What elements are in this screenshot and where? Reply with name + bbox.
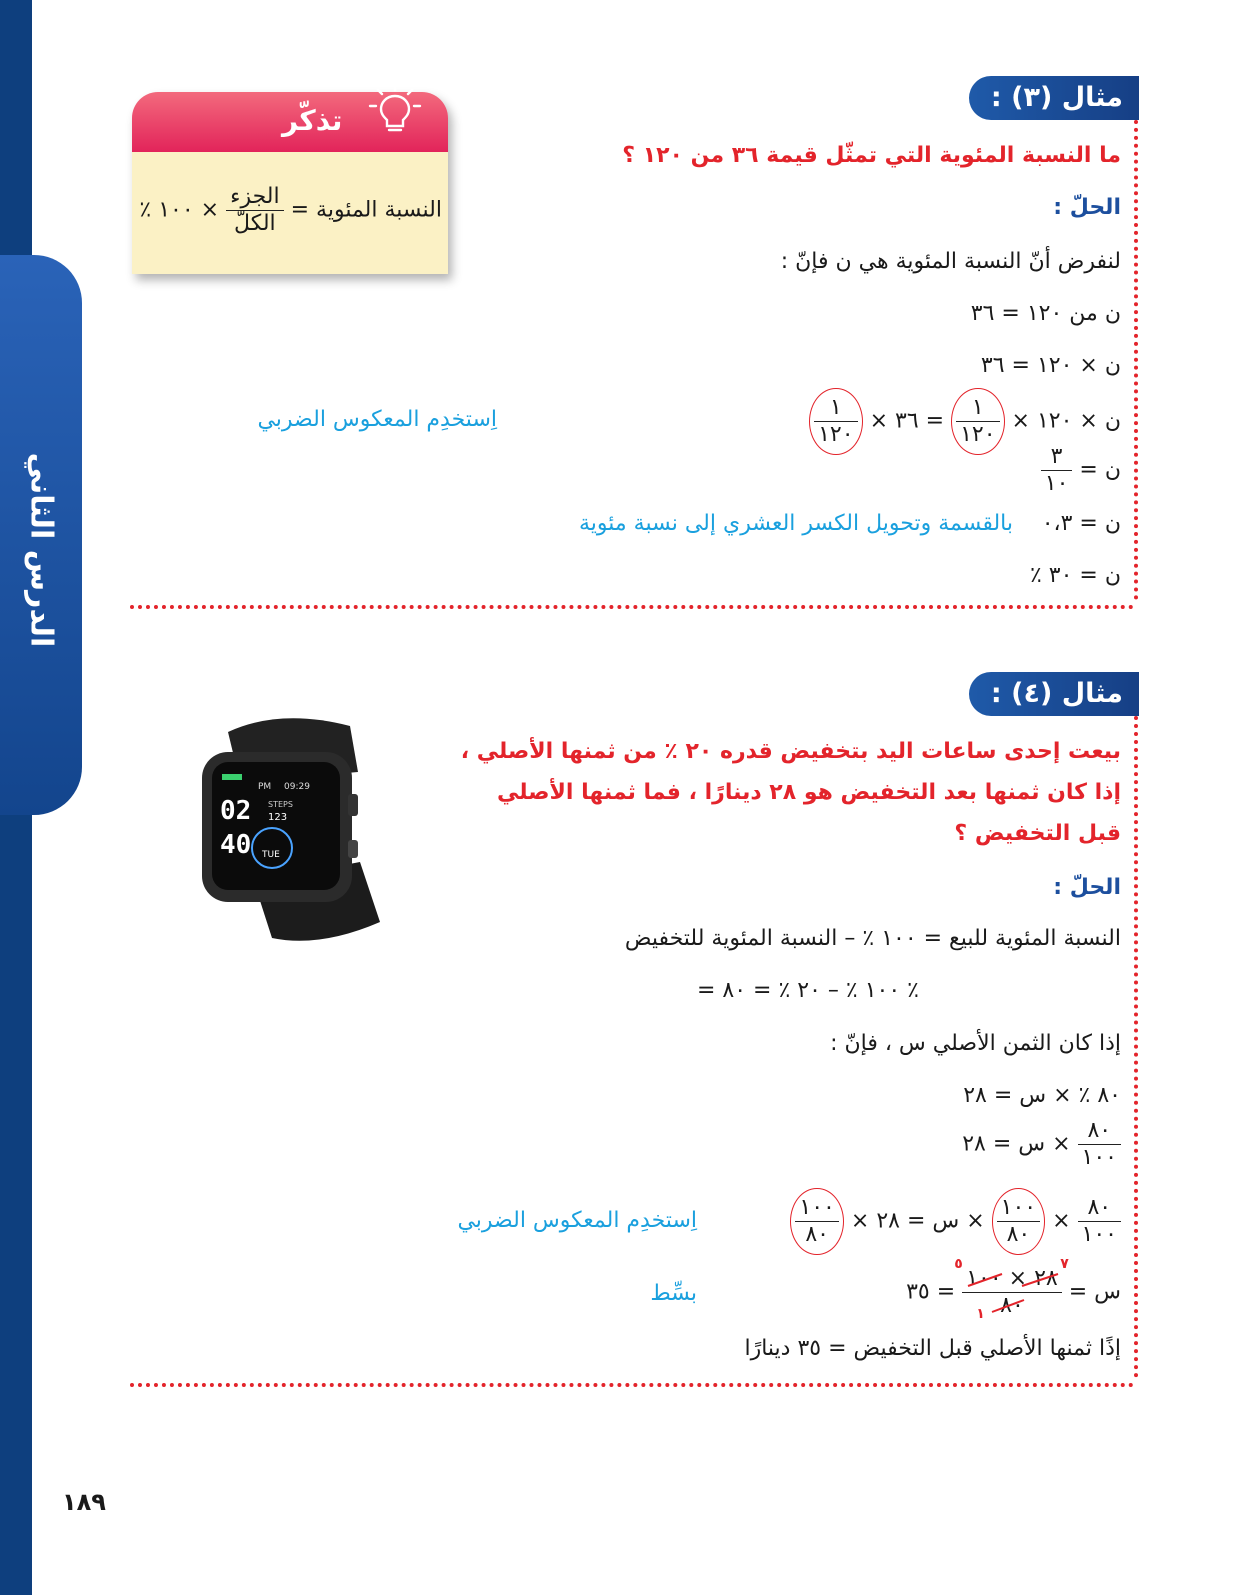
frac-den: ١٢٠ xyxy=(818,422,854,447)
remember-fraction xyxy=(226,184,284,237)
frac-den: ٨٠ xyxy=(805,1222,829,1247)
frac-num: ٢٨ × ١٠٠ xyxy=(962,1266,1062,1293)
frac-num: ١ xyxy=(814,395,857,422)
example4-fraction-80-100-b xyxy=(1078,1195,1121,1248)
cancel-small-5: ٥ xyxy=(954,1256,963,1272)
watch-clock: 09:29 xyxy=(284,782,310,792)
example4-line3: إذا كان الثمن الأصلي س ، فإنّ : xyxy=(830,1031,1121,1056)
example4-line6 xyxy=(790,1188,1121,1255)
lightbulb-icon xyxy=(364,78,426,140)
example4-header: مثال (٤) : xyxy=(969,672,1139,716)
frac-den: ٨٠ xyxy=(1000,1293,1024,1318)
example3-border-bottom xyxy=(130,605,1134,609)
example4-cancel-fraction xyxy=(954,1256,1069,1322)
example3-line5 xyxy=(1041,444,1121,497)
watch-pm: PM xyxy=(258,782,272,792)
example4-l7-lhs: س = xyxy=(1068,1279,1121,1305)
example3-line3: ن × ١٢٠ = ٣٦ xyxy=(980,353,1121,378)
example3-question: ما النسبة المئوية التي تمثّل قيمة ٣٦ من ١٢٠ ؟ xyxy=(622,143,1121,168)
example4-conclusion: إذًا ثمنها الأصلي قبل التخفيض = ٣٥ دينارًا xyxy=(744,1336,1121,1361)
example4-l6-b: × س = ٢٨ × xyxy=(850,1208,985,1234)
cancel-small-7: ٧ xyxy=(1060,1256,1069,1272)
watch-steps-count: 123 xyxy=(268,812,288,823)
watch-day: TUE xyxy=(262,850,280,860)
example4-circled-fraction-2 xyxy=(790,1188,843,1255)
frac-num: ٨٠ xyxy=(1078,1195,1121,1222)
example4-line7-note: بسِّط xyxy=(650,1281,697,1306)
example3-l5-lhs: ن = xyxy=(1079,457,1121,483)
frac-num: ٨٠ xyxy=(1078,1118,1121,1145)
example3-fraction-3-10 xyxy=(1041,444,1073,497)
example4-question-line2: إذا كان ثمنها بعد التخفيض هو ٢٨ دينارًا ، فما ثمنها الأصلي xyxy=(497,780,1121,805)
example4-line1: النسبة المئوية للبيع = ١٠٠ ٪ – النسبة المئوية للتخفيض xyxy=(624,926,1121,951)
frac-num: ١ xyxy=(956,395,999,422)
example3-line7: ن = ٣٠ ٪ xyxy=(1029,563,1121,588)
example4-l5-rest: × س = ٢٨ xyxy=(962,1131,1071,1157)
watch-time-hours: 02 xyxy=(220,796,252,826)
remember-box xyxy=(132,92,448,274)
lesson-side-tab-label: الدرس الثاني xyxy=(23,452,59,648)
example4-line7 xyxy=(906,1256,1121,1322)
frac-num: ٣ xyxy=(1041,444,1073,471)
remember-title: تذكّر xyxy=(282,104,343,137)
example4-question-line3: قبل التخفيض ؟ xyxy=(954,821,1121,846)
example4-line2: = ١٠٠ ٪ – ٢٠ ٪ = ٨٠ ٪ xyxy=(696,978,919,1003)
example4-solution-label: الحلّ : xyxy=(1053,875,1121,900)
frac-den: ١٠٠ xyxy=(1081,1222,1117,1247)
example4-line6-note: اِستخدِم المعكوس الضربي xyxy=(457,1208,697,1233)
example3-header: مثال (٣) : xyxy=(969,76,1139,120)
frac-den: ٨٠ xyxy=(1006,1222,1031,1247)
example3-circled-fraction-2 xyxy=(809,388,862,455)
cancel-small-1: ١ xyxy=(976,1306,985,1322)
frac-num: ١٠٠ xyxy=(795,1195,838,1222)
remember-frac-den: الكلّ xyxy=(234,211,276,236)
smartwatch-drawing xyxy=(180,712,386,948)
example4-border-right xyxy=(1134,716,1138,1378)
remember-lhs: النسبة المئوية = xyxy=(290,197,442,223)
example4-question-line1: بيعت إحدى ساعات اليد بتخفيض قدره ٢٠ ٪ من ثمنها الأصلي ، xyxy=(460,739,1121,764)
example4-l7-rhs: = ٣٥ xyxy=(906,1279,956,1305)
example4-fraction-80-100 xyxy=(1078,1118,1121,1171)
frac-den: ١٠٠ xyxy=(1081,1145,1117,1170)
page-number: ١٨٩ xyxy=(62,1488,106,1516)
remember-formula xyxy=(140,184,442,237)
example4-border-bottom xyxy=(130,1383,1134,1387)
example3-l4-b: = ٣٦ × xyxy=(869,408,945,434)
example4-line4: ٨٠ ٪ × س = ٢٨ xyxy=(963,1083,1121,1108)
frac-den: ١٢٠ xyxy=(960,422,996,447)
watch-time-minutes: 40 xyxy=(220,830,252,860)
example3-line2: ن من ١٢٠ = ٣٦ xyxy=(970,301,1121,326)
example4-line5 xyxy=(962,1118,1121,1171)
example3-line6-note: بالقسمة وتحويل الكسر العشري إلى نسبة مئوية xyxy=(578,511,1013,536)
example4-circled-fraction-1 xyxy=(992,1188,1045,1255)
remember-rhs: × ١٠٠ ٪ xyxy=(139,197,220,223)
frac-num: ١٠٠ xyxy=(997,1195,1040,1222)
example3-solution-label: الحلّ : xyxy=(1053,195,1121,220)
example3-circled-fraction-1 xyxy=(951,388,1004,455)
smartwatch-image xyxy=(180,712,386,948)
watch-steps-label: STEPS xyxy=(268,800,293,809)
example3-line6: ن = ٠،٣ xyxy=(1041,511,1121,536)
frac-den: ١٠ xyxy=(1044,471,1069,496)
example3-line4-note: اِستخدِم المعكوس الضربي xyxy=(257,407,497,432)
remember-frac-num: الجزء xyxy=(226,184,284,211)
example3-line1: لنفرض أنّ النسبة المئوية هي ن فإنّ : xyxy=(780,249,1121,274)
example3-l4-a: ن × ١٢٠ × xyxy=(1011,408,1121,434)
example4-l6-a: × xyxy=(1052,1208,1071,1234)
example3-border-right xyxy=(1134,120,1138,600)
